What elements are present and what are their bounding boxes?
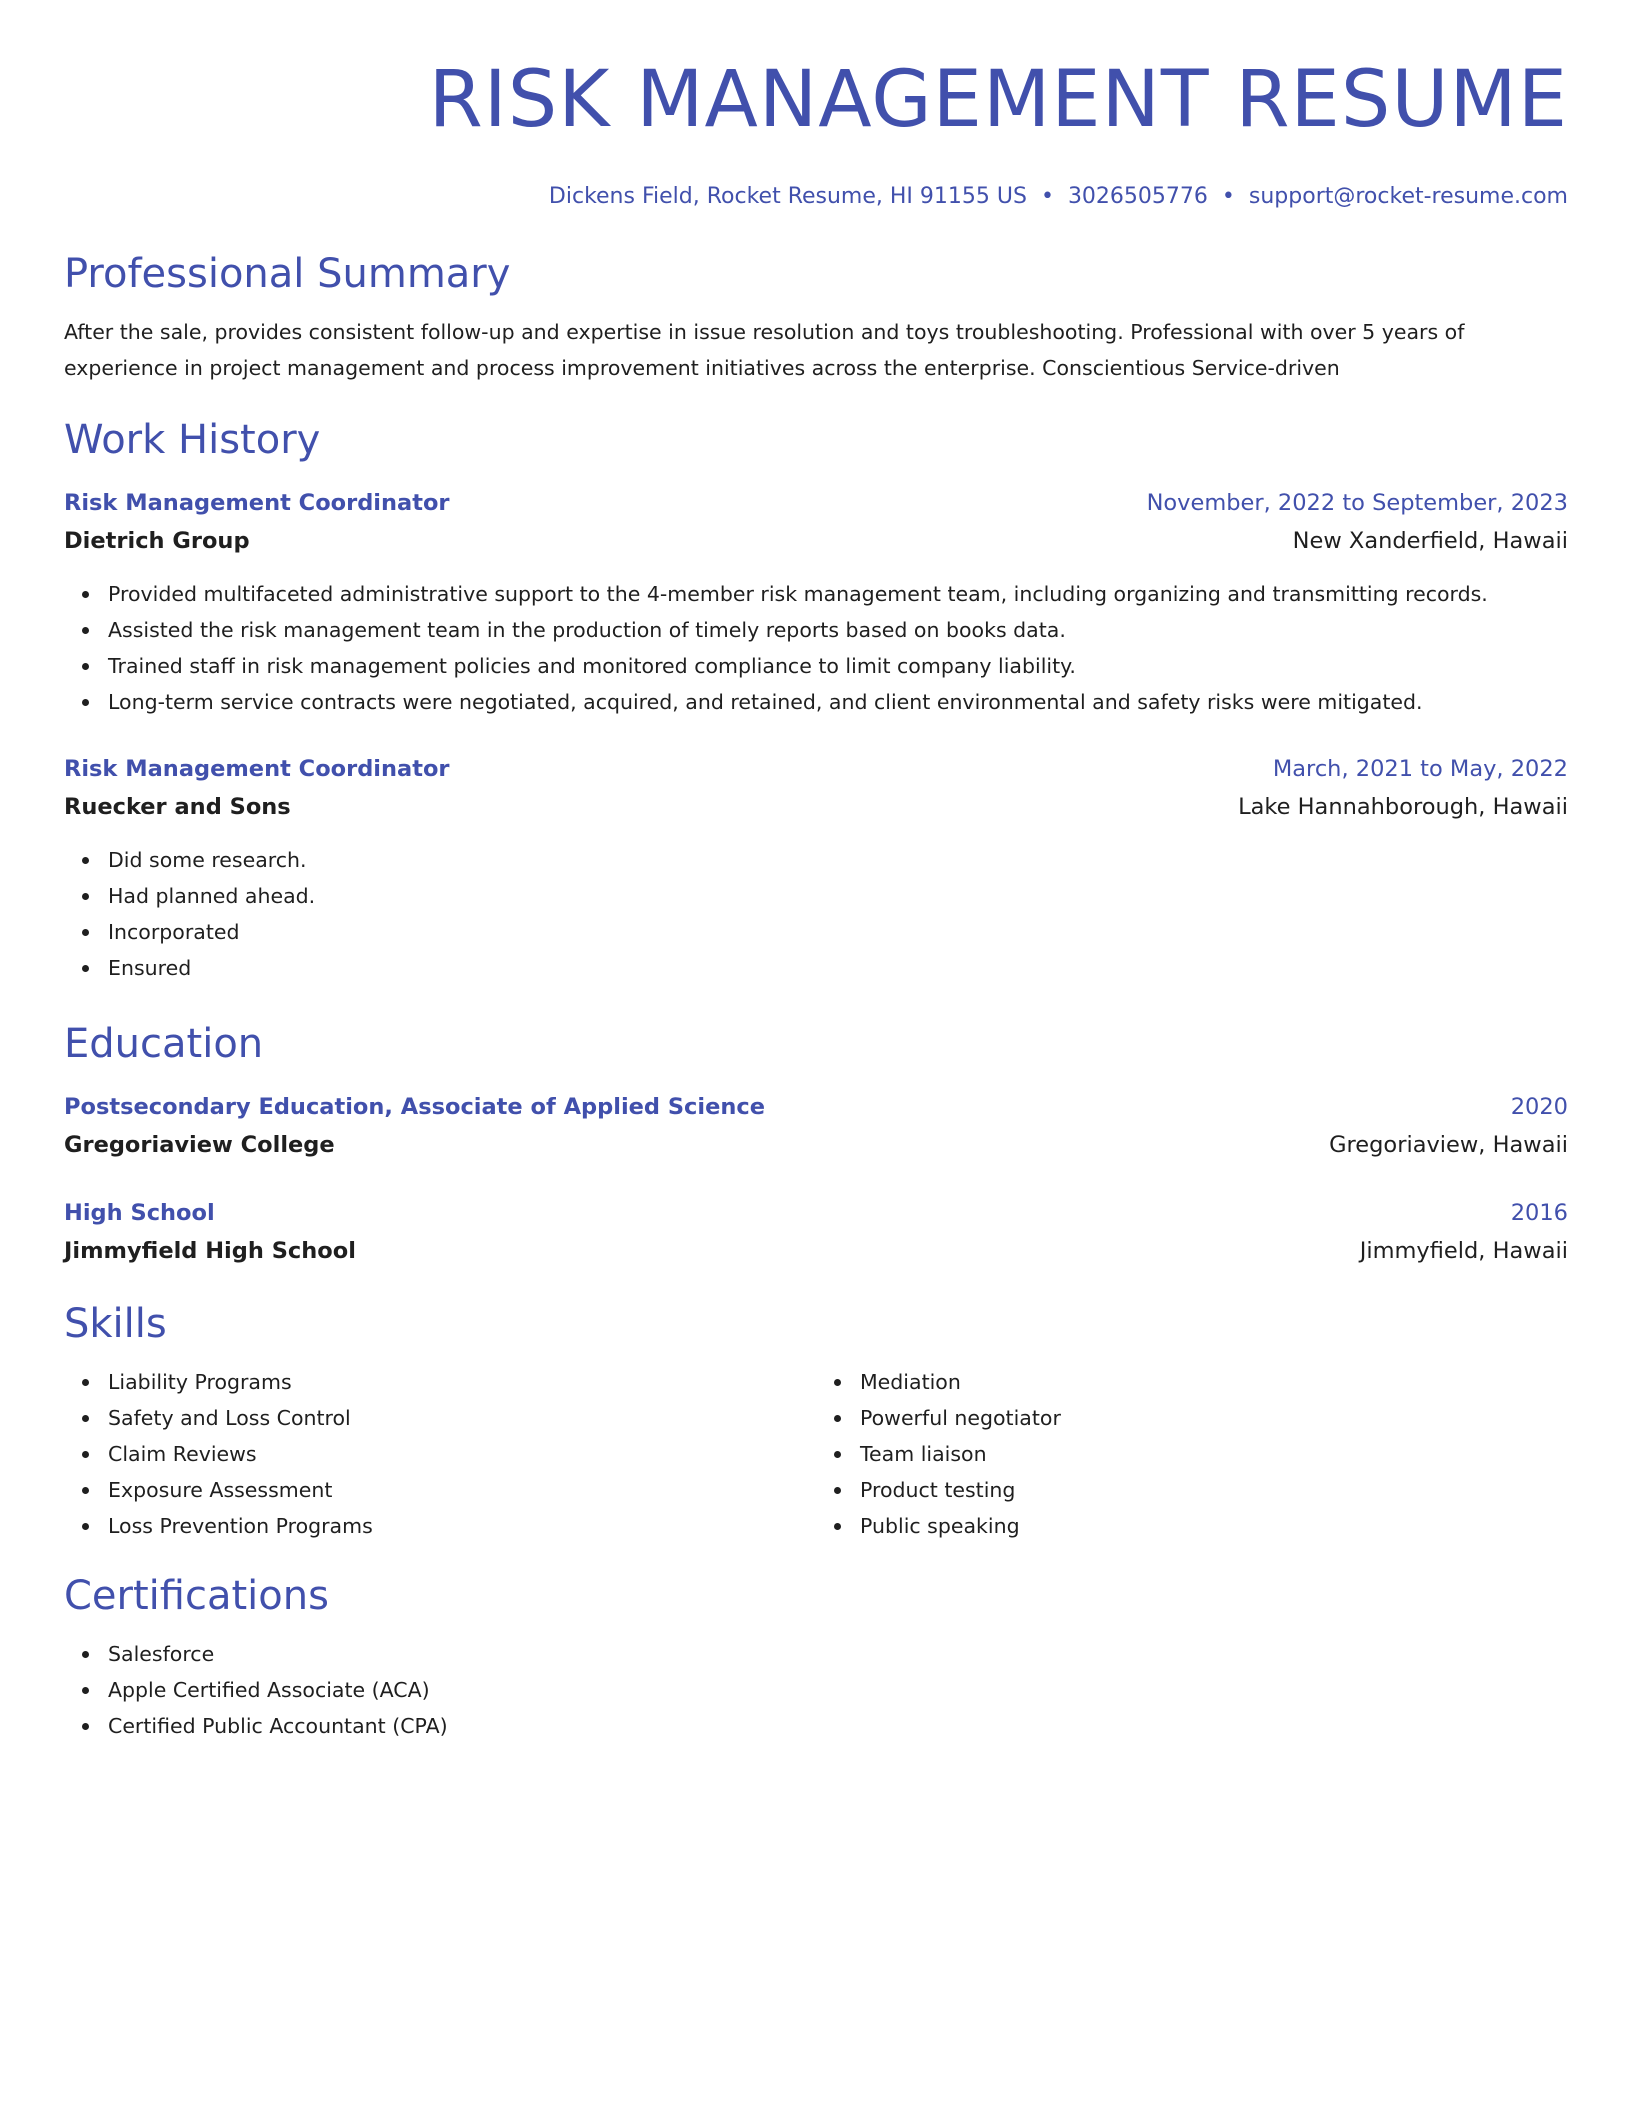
contact-phone: 3026505776 [1067, 184, 1208, 209]
list-item: Incorporated [108, 914, 1568, 950]
job-location: New Xanderfield, Hawaii [1292, 528, 1568, 554]
skills-list-right [816, 1364, 1568, 1544]
list-item: Salesforce [108, 1636, 1568, 1672]
list-item: Public speaking [860, 1508, 1568, 1544]
job-title: Risk Management Coordinator [64, 490, 450, 516]
list-item: Certified Public Accountant (CPA) [108, 1708, 1568, 1744]
skills-list-left [64, 1364, 816, 1544]
job-title: Risk Management Coordinator [64, 756, 450, 782]
job-dates: March, 2021 to May, 2022 [1272, 756, 1568, 782]
list-item: Team liaison [860, 1436, 1568, 1472]
list-item: Trained staff in risk management policies and monitored compliance to limit company liability. [108, 648, 1568, 684]
education-entry [64, 1194, 1568, 1270]
school-location: Gregoriaview, Hawaii [1329, 1132, 1568, 1158]
skills-columns [64, 1350, 1568, 1544]
skills-section [64, 1298, 1568, 1544]
list-item: Claim Reviews [108, 1436, 816, 1472]
company-name: Dietrich Group [64, 528, 250, 554]
school-location: Jimmyfield, Hawaii [1359, 1238, 1568, 1264]
contact-address: Dickens Field, Rocket Resume, HI 91155 US [548, 184, 1027, 209]
list-item: Powerful negotiator [860, 1400, 1568, 1436]
contact-line [64, 180, 1568, 214]
list-item: Provided multifaceted administrative support to the 4-member risk management team, including organizing and transmitting records. [108, 576, 1568, 612]
contact-email: support@rocket-resume.com [1248, 184, 1568, 209]
section-heading: Education [64, 1021, 264, 1067]
summary-text: After the sale, provides consistent follow-up and expertise in issue resolution and toys troubleshooting. Professional with over 5 years of experience in project management and process improvement initiatives across the enterprise. Conscientious Service-driven [64, 320, 1465, 380]
graduation-year: 2020 [1510, 1094, 1568, 1120]
job-duties-list [64, 576, 1568, 720]
work-history-section [64, 414, 1568, 986]
list-item: Liability Programs [108, 1364, 816, 1400]
list-item: Apple Certified Associate (ACA) [108, 1672, 1568, 1708]
list-item: Exposure Assessment [108, 1472, 816, 1508]
list-item: Safety and Loss Control [108, 1400, 816, 1436]
list-item: Loss Prevention Programs [108, 1508, 816, 1544]
education-entry [64, 1088, 1568, 1164]
list-item: Mediation [860, 1364, 1568, 1400]
certifications-list [64, 1636, 1568, 1744]
section-heading: Skills [64, 1301, 167, 1347]
job-entry [64, 484, 1568, 720]
list-item: Product testing [860, 1472, 1568, 1508]
contact-separator: • [1040, 184, 1054, 209]
job-dates: November, 2022 to September, 2023 [1146, 490, 1568, 516]
list-item: Long-term service contracts were negotiated, acquired, and retained, and client environmental and safety risks were mitigated. [108, 684, 1568, 720]
school-name: Jimmyfield High School [64, 1238, 356, 1264]
resume-title: RISK MANAGEMENT RESUME [428, 55, 1568, 145]
list-item: Ensured [108, 950, 1568, 986]
list-item: Had planned ahead. [108, 878, 1568, 914]
school-name: Gregoriaview College [64, 1132, 335, 1158]
education-section [64, 1018, 1568, 1270]
resume-header [64, 0, 1568, 214]
professional-summary-section [64, 248, 1568, 386]
section-heading: Work History [64, 417, 321, 463]
job-entry [64, 750, 1568, 986]
degree-title: Postsecondary Education, Associate of Applied Science [64, 1094, 765, 1120]
contact-separator: • [1221, 184, 1235, 209]
degree-title: High School [64, 1200, 215, 1226]
list-item: Assisted the risk management team in the production of timely reports based on books data. [108, 612, 1568, 648]
certifications-section [64, 1570, 1568, 1744]
section-heading: Certifications [64, 1573, 329, 1619]
company-name: Ruecker and Sons [64, 794, 291, 820]
list-item: Did some research. [108, 842, 1568, 878]
job-duties-list [64, 842, 1568, 986]
job-location: Lake Hannahborough, Hawaii [1238, 794, 1568, 820]
section-heading: Professional Summary [64, 251, 511, 297]
graduation-year: 2016 [1510, 1200, 1568, 1226]
